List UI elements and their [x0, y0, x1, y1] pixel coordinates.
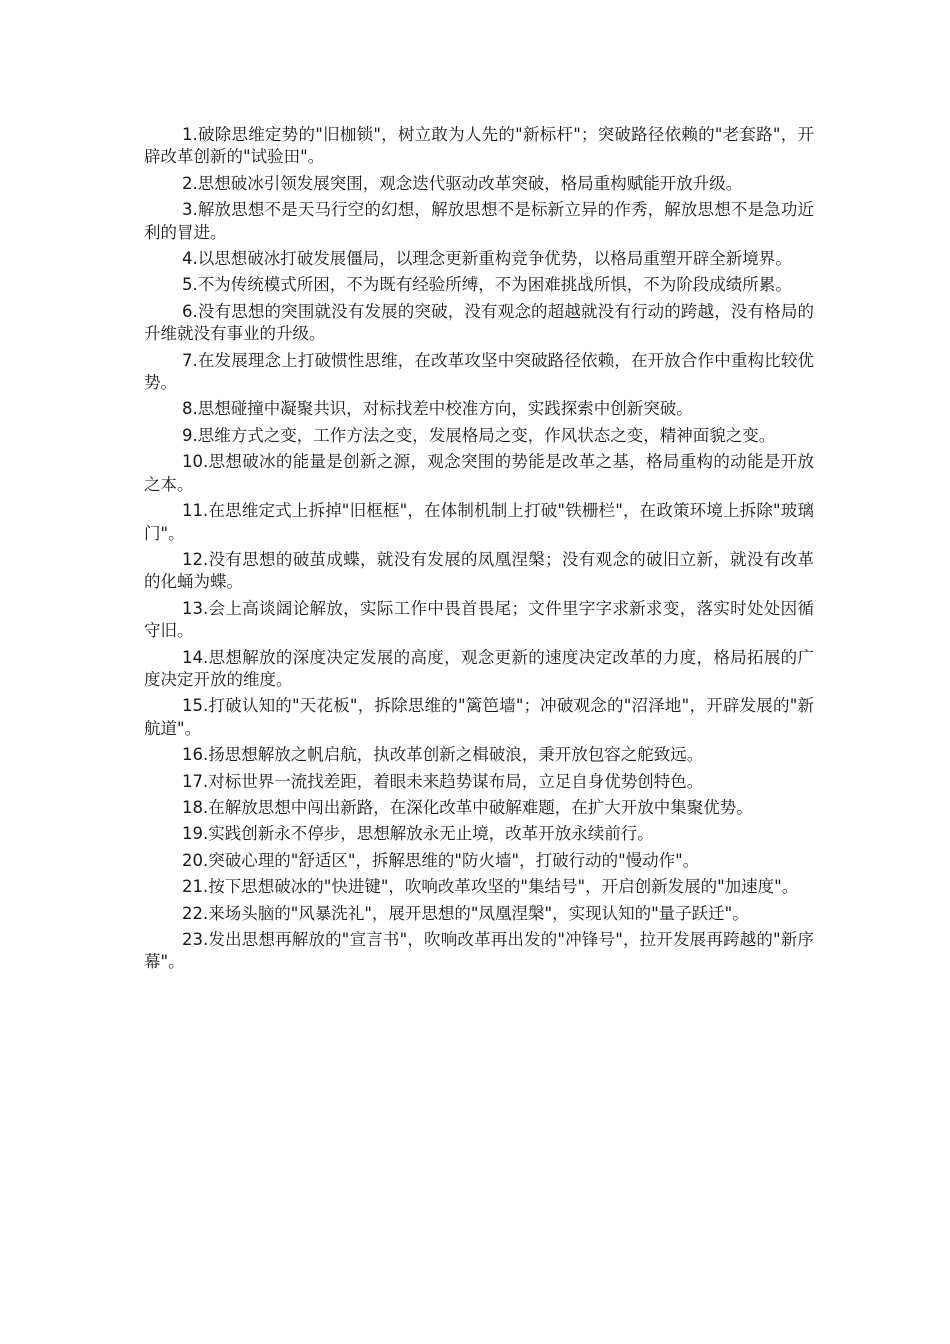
paragraph-23: 23.发出思想再解放的"宣言书"，吹响改革再出发的"冲锋号"，拉开发展再跨越的"新序幕"。 [144, 930, 814, 972]
paragraph-22: 22.来场头脑的"风暴洗礼"，展开思想的"凤凰涅槃"，实现认知的"量子跃迁"。 [182, 903, 749, 923]
paragraph-5: 5.不为传统模式所困，不为既有经验所缚，不为困难挑战所惧，不为阶段成绩所累。 [182, 275, 792, 295]
paragraph-1: 1.破除思维定势的"旧枷锁"，树立敢为人先的"新标杆"；突破路径依赖的"老套路"，开辟改革创新的"试验田"。 [144, 125, 814, 167]
paragraph-12: 12.没有思想的破茧成蝶，就没有发展的凤凰涅槃；没有观念的破旧立新，就没有改革的化蛹为蝶。 [144, 549, 814, 592]
paragraph-9: 9.思维方式之变，工作方法之变，发展格局之变，作风状态之变，精神面貌之变。 [182, 425, 776, 445]
paragraph-7: 7.在发展理念上打破惯性思维，在改革攻坚中突破路径依赖，在开放合作中重构比较优势。 [144, 350, 814, 393]
paragraph-6: 6.没有思想的突围就没有发展的突破，没有观念的超越就没有行动的跨越，没有格局的升维就没有事业的升级。 [144, 301, 814, 344]
paragraph-4: 4.以思想破冰打破发展僵局，以理念更新重构竞争优势，以格局重塑开辟全新境界。 [182, 249, 792, 269]
paragraph-17: 17.对标世界一流找差距，着眼未来趋势谋布局，立足自身优势创特色。 [182, 771, 704, 791]
paragraph-13: 13.会上高谈阔论解放，实际工作中畏首畏尾；文件里字字求新求变，落实时处处因循守旧。 [144, 598, 814, 641]
paragraph-18: 18.在解放思想中闯出新路，在深化改革中破解难题，在扩大开放中集聚优势。 [182, 797, 753, 817]
paragraph-21: 21.按下思想破冰的"快进键"，吹响改革攻坚的"集结号"，开启创新发展的"加速度"。 [182, 877, 799, 897]
paragraph-8: 8.思想碰撞中凝聚共识，对标找差中校准方向，实践探索中创新突破。 [182, 399, 693, 419]
paragraph-10: 10.思想破冰的能量是创新之源，观念突围的势能是改革之基，格局重构的动能是开放之本。 [144, 452, 814, 494]
paragraph-19: 19.实践创新永不停步，思想解放永无止境，改革开放永续前行。 [182, 824, 654, 844]
paragraph-16: 16.扬思想解放之帆启航，执改革创新之楫破浪，秉开放包容之舵致远。 [182, 745, 704, 765]
paragraph-20: 20.突破心理的"舒适区"，拆解思维的"防火墙"，打破行动的"慢动作"。 [182, 850, 700, 870]
paragraph-14: 14.思想解放的深度决定发展的高度，观念更新的速度决定改革的力度，格局拓展的广度决定开放的维度。 [144, 647, 814, 689]
paragraph-11: 11.在思维定式上拆掉"旧框框"，在体制机制上打破"铁栅栏"，在政策环境上拆除"玻璃门"。 [144, 501, 814, 543]
paragraph-3: 3.解放思想不是天马行空的幻想，解放思想不是标新立异的作秀，解放思想不是急功近利的冒进。 [144, 200, 814, 242]
paragraph-15: 15.打破认知的"天花板"，拆除思维的"篱笆墙"；冲破观念的"沼泽地"，开辟发展的"新航道"。 [144, 696, 814, 738]
paragraph-2: 2.思想破冰引领发展突围，观念迭代驱动改革突破，格局重构赋能开放升级。 [182, 173, 743, 193]
document-body [144, 124, 814, 978]
